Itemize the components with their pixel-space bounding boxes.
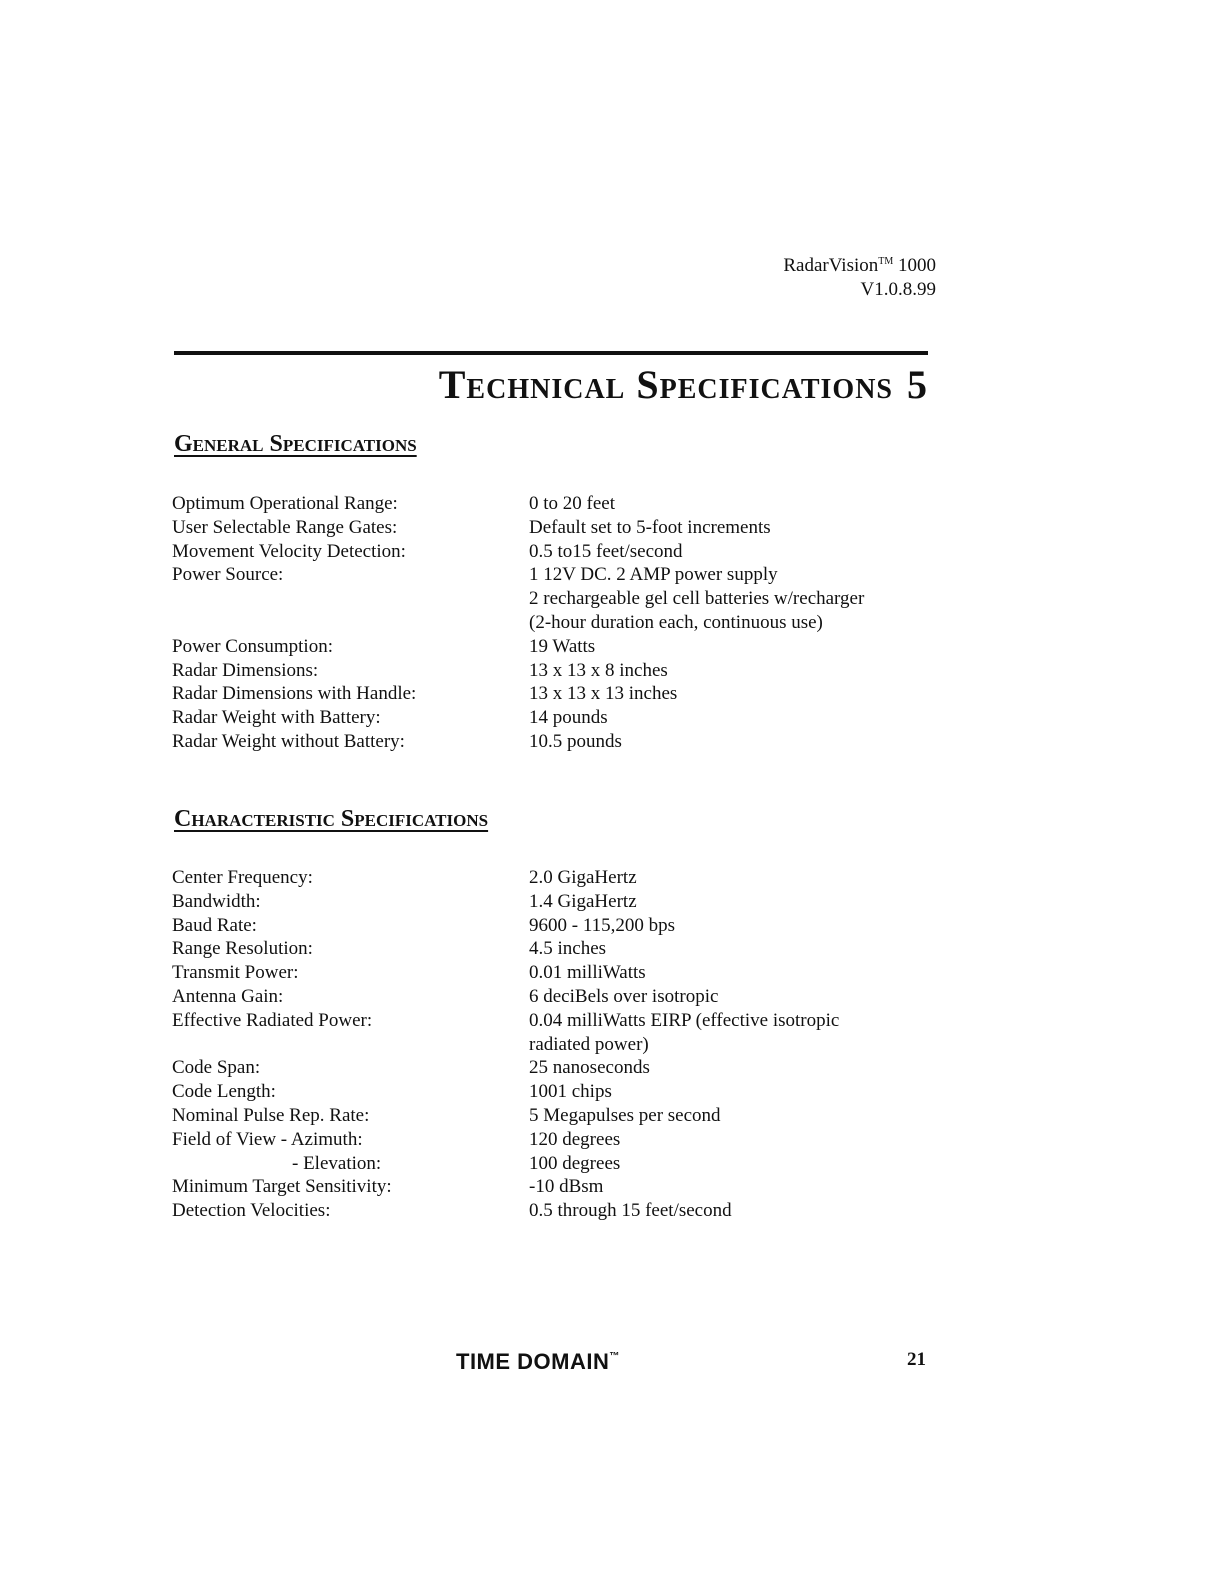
spec-row (172, 516, 929, 540)
spec-value: 1.4 GigaHertz (529, 890, 637, 912)
spec-label: Center Frequency: (172, 867, 313, 888)
product-model: 1000 (898, 255, 936, 276)
spec-value: radiated power) (529, 1033, 649, 1055)
spec-value: 5 Megapulses per second (529, 1104, 721, 1126)
brand-name: TIME DOMAIN (456, 1349, 610, 1374)
spec-value: 13 x 13 x 8 inches (529, 659, 668, 681)
spec-label: Transmit Power: (172, 962, 299, 984)
spec-row (172, 611, 929, 635)
spec-label: Range Resolution: (172, 938, 313, 960)
trademark-mark: TM (878, 256, 894, 267)
spec-label: Movement Velocity Detection: (172, 540, 406, 562)
spec-value: 9600 - 115,200 bps (529, 914, 676, 936)
general-specs-table (172, 492, 929, 754)
spec-row (172, 1128, 929, 1152)
spec-value: 14 pounds (529, 707, 608, 729)
page-number: 21 (907, 1349, 926, 1370)
document-header (783, 250, 936, 302)
spec-label: Minimum Target Sensitivity: (172, 1176, 392, 1198)
spec-label: Radar Weight without Battery: (172, 730, 405, 752)
chapter-heading (439, 362, 928, 408)
spec-label: Optimum Operational Range: (172, 493, 398, 514)
spec-row (172, 937, 929, 961)
spec-label: Code Span: (172, 1057, 261, 1079)
spec-row (172, 563, 929, 587)
spec-value: 2.0 GigaHertz (529, 867, 637, 888)
spec-label: Power Source: (172, 564, 284, 586)
spec-row (172, 706, 929, 730)
footer-brand-logo (456, 1349, 620, 1375)
spec-value: 10.5 pounds (529, 730, 622, 752)
product-line (783, 250, 936, 278)
general-specs-title: General Specifications (174, 431, 417, 457)
spec-label (172, 587, 529, 611)
spec-row (172, 492, 929, 516)
spec-label: Baud Rate: (172, 914, 257, 936)
spec-value: 25 nanoseconds (529, 1057, 650, 1079)
spec-label (172, 611, 529, 635)
spec-row (172, 1175, 929, 1199)
spec-row (172, 540, 929, 564)
characteristic-specs-title: Characteristic Specifications (174, 806, 489, 832)
spec-row (172, 1199, 929, 1223)
spec-row (172, 1080, 929, 1104)
spec-label: Radar Dimensions: (172, 659, 319, 681)
spec-row (172, 1033, 929, 1057)
spec-value: 0.5 through 15 feet/second (529, 1200, 732, 1222)
spec-label-indented (172, 1152, 529, 1176)
spec-row (172, 1104, 929, 1128)
spec-value: 1001 chips (529, 1081, 612, 1103)
spec-row (172, 890, 929, 914)
spec-row (172, 914, 929, 938)
characteristic-specs-table (172, 866, 929, 1223)
spec-value: 0.04 milliWatts EIRP (effective isotropic (529, 1009, 840, 1031)
spec-row (172, 730, 929, 754)
spec-value: 13 x 13 x 13 inches (529, 683, 678, 705)
spec-value: 1 12V DC. 2 AMP power supply (529, 564, 778, 586)
spec-label: Radar Weight with Battery: (172, 707, 381, 729)
spec-row (172, 587, 929, 611)
brand-trademark: ™ (609, 1351, 620, 1362)
spec-row (172, 1152, 929, 1176)
spec-label: Radar Dimensions with Handle: (172, 683, 417, 705)
spec-value: 0.5 to15 feet/second (529, 540, 683, 562)
spec-row (172, 961, 929, 985)
spec-label: Nominal Pulse Rep. Rate: (172, 1104, 370, 1126)
spec-row (172, 1009, 929, 1033)
spec-row (172, 635, 929, 659)
version-label: V1.0.8.99 (860, 279, 936, 300)
spec-label: Antenna Gain: (172, 985, 284, 1007)
spec-value: 0.01 milliWatts (529, 962, 646, 984)
spec-value: Default set to 5-foot increments (529, 516, 771, 538)
spec-row (172, 682, 929, 706)
spec-label: Bandwidth: (172, 890, 261, 912)
spec-row (172, 659, 929, 683)
spec-label: User Selectable Range Gates: (172, 516, 398, 538)
chapter-rule (174, 351, 928, 355)
spec-row (172, 985, 929, 1009)
spec-label: Code Length: (172, 1081, 276, 1103)
spec-value: 120 degrees (529, 1128, 621, 1150)
spec-value: 6 deciBels over isotropic (529, 985, 719, 1007)
chapter-number: 5 (907, 362, 928, 407)
chapter-title: Technical Specifications (438, 362, 893, 407)
spec-label: Effective Radiated Power: (172, 1009, 373, 1031)
spec-label: Detection Velocities: (172, 1200, 331, 1222)
spec-label: Field of View - Azimuth: (172, 1128, 363, 1150)
spec-value: 4.5 inches (529, 938, 607, 960)
spec-value: (2-hour duration each, continuous use) (529, 611, 823, 633)
spec-value: 100 degrees (529, 1152, 621, 1174)
product-name: RadarVision (783, 255, 879, 276)
spec-row (172, 866, 929, 890)
spec-value: 0 to 20 feet (529, 493, 616, 514)
spec-label (172, 1033, 529, 1057)
spec-label: Power Consumption: (172, 635, 333, 657)
spec-value: 2 rechargeable gel cell batteries w/recharger (529, 588, 865, 610)
spec-value: 19 Watts (529, 635, 596, 657)
spec-value: -10 dBsm (529, 1176, 604, 1198)
spec-row (172, 1056, 929, 1080)
spec-label-text: - Elevation: (292, 1152, 382, 1174)
